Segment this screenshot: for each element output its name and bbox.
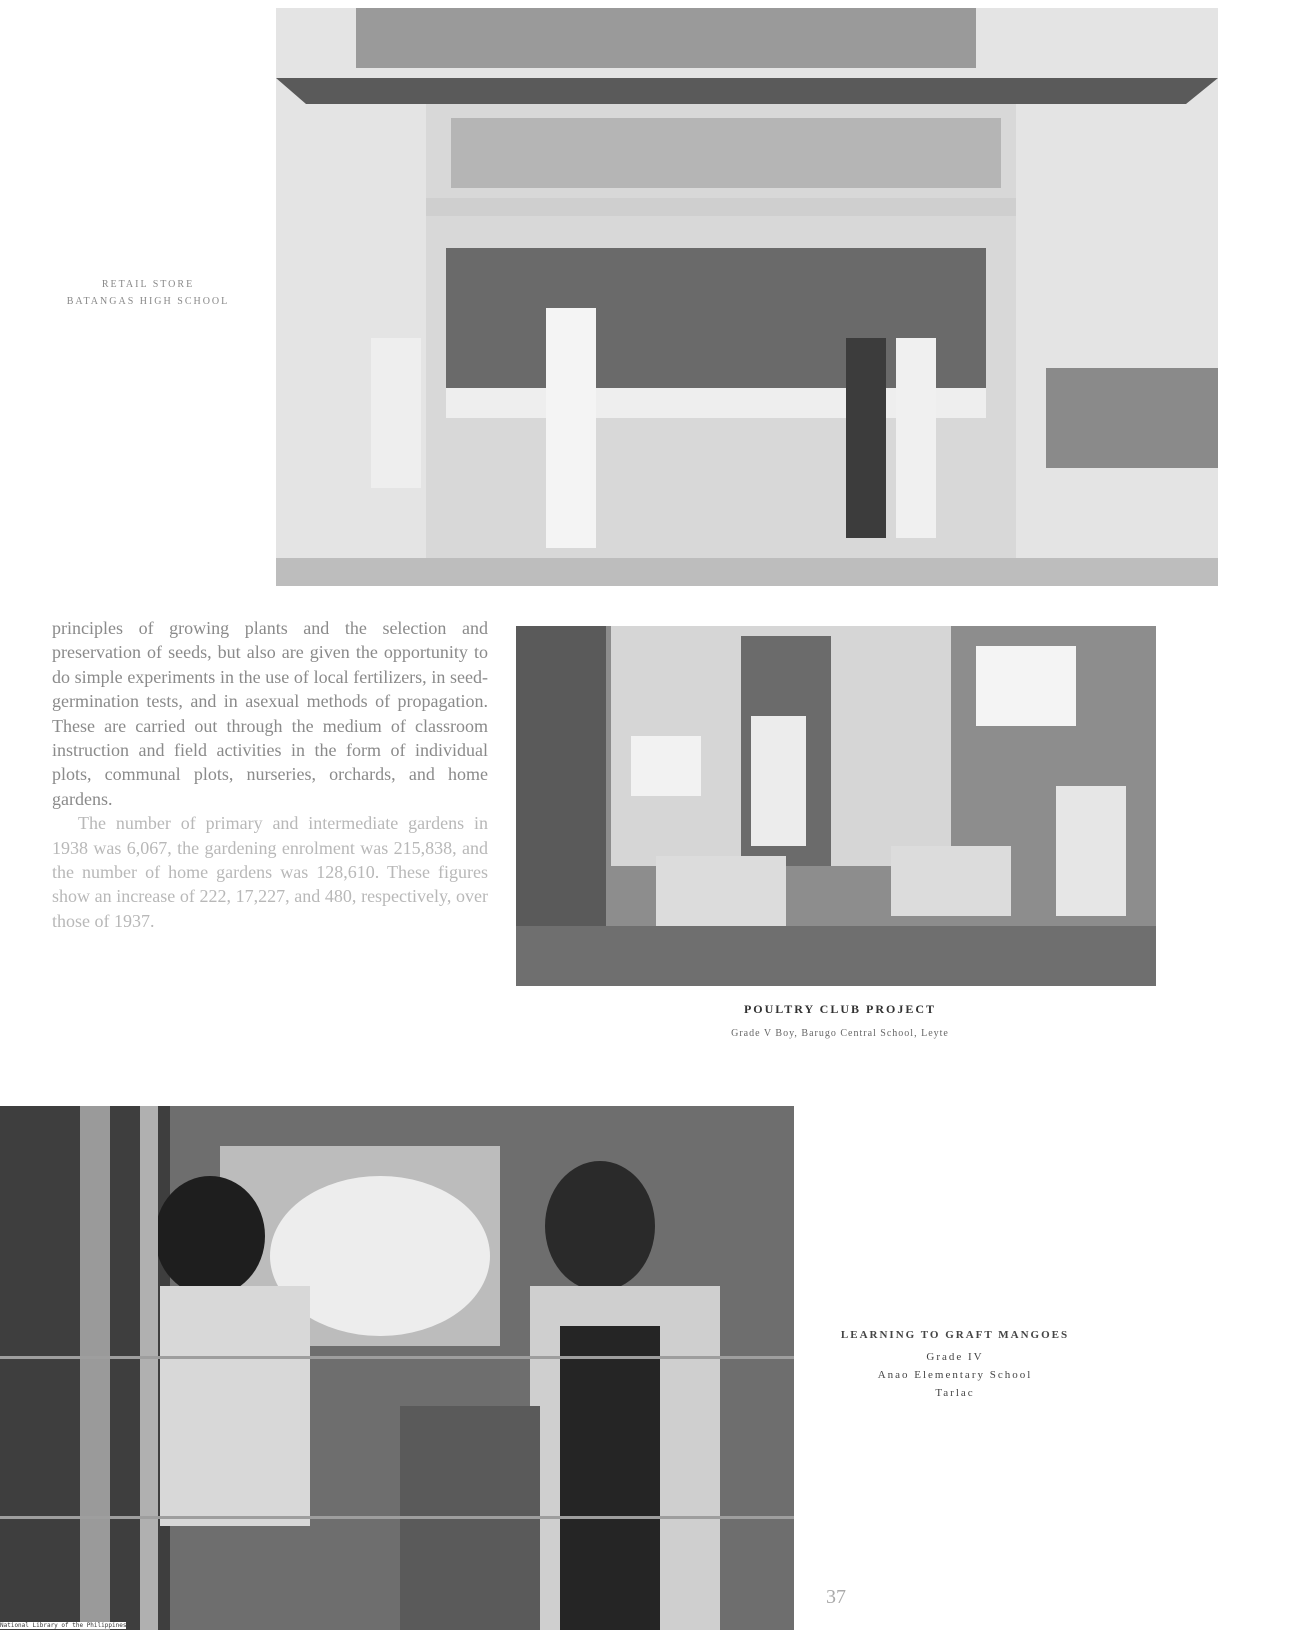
retail-store-photo (276, 8, 1218, 586)
grafting-caption-line2: Anao Elementary School (877, 1369, 1033, 1381)
page-number: 37 (826, 1586, 846, 1608)
retail-store-caption-line2: BATANGAS HIGH SCHOOL (66, 296, 230, 307)
grafting-mangoes-caption (820, 1326, 1090, 1402)
body-paragraph-2: The number of primary and intermediate gardens in 1938 was 6,067, the gardening enrolment was 215,838, and the number of home gardens was 128,610. These figures show an increase of 222, 17,227, and 480, respectively, over those of 1937. (52, 813, 488, 931)
body-text (52, 616, 488, 933)
retail-store-caption-line1: RETAIL STORE (101, 279, 195, 290)
poultry-club-photo (516, 626, 1156, 986)
grafting-mangoes-photo (0, 1106, 794, 1630)
poultry-club-caption-subtitle: Grade V Boy, Barugo Central School, Leyte (731, 1028, 949, 1039)
grafting-caption-line1: Grade IV (926, 1351, 984, 1363)
grafting-caption-line3: Tarlac (935, 1387, 975, 1399)
poultry-club-caption-title: POULTRY CLUB PROJECT (743, 1002, 937, 1016)
grafting-caption-title: LEARNING TO GRAFT MANGOES (840, 1329, 1070, 1341)
retail-store-caption (30, 276, 266, 310)
body-paragraph-1: principles of growing plants and the selection and preservation of seeds, but also are given the opportunity to do simple experiments in the use of local fertilizers, in seed-germination tests, and in asexual methods of propagation. These are carried out through the medium of classroom instruction and field activities in the form of individual plots, communal plots, nurseries, orchards, and home gardens. (52, 618, 488, 809)
scan-credit: National Library of the Philippines (0, 1622, 127, 1629)
